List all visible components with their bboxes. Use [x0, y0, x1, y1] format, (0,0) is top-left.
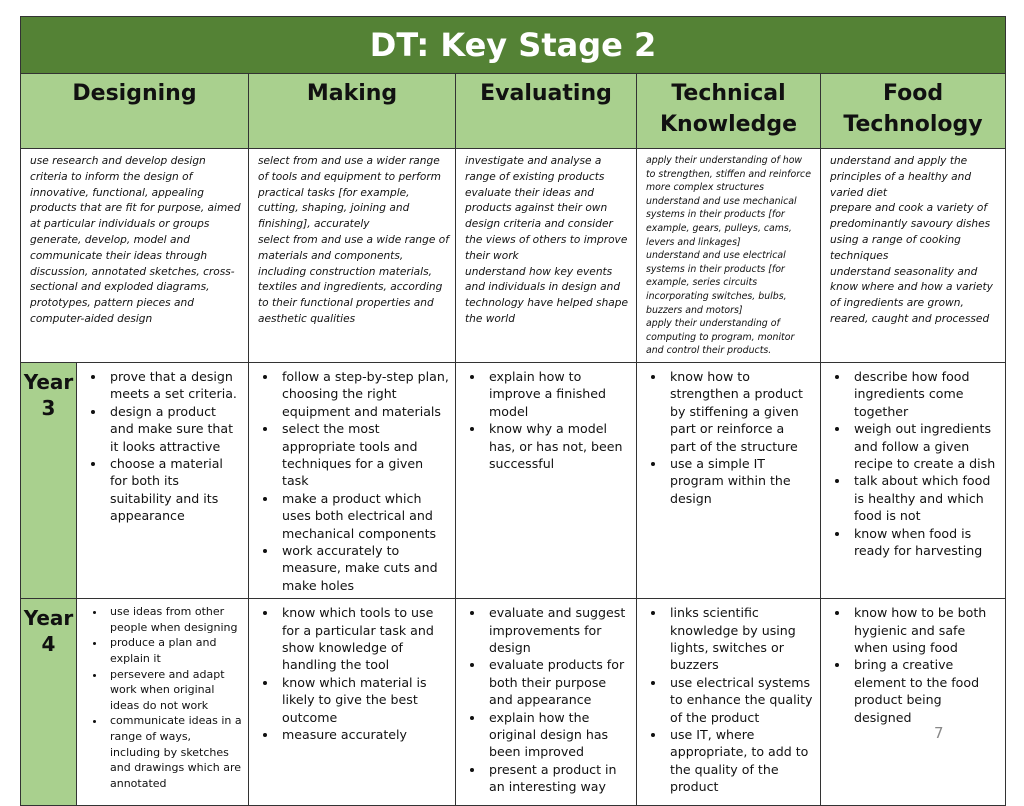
list-item: • choose a material for both its suitability and its appearance: [106, 455, 242, 525]
list-item: • make a product which uses both electrical and mechanical components: [278, 490, 449, 542]
desc-line: understand how key events and individuals in design and technology have helped shape the world: [465, 265, 629, 325]
desc-designing: [21, 149, 249, 363]
desc-line: use research and develop design criteria to inform the design of innovative, functional, appealing products that are fit for purpose, aimed at particular individuals or groups: [30, 155, 241, 231]
year-4-making: [249, 599, 456, 806]
desc-line: select from and use a wider range of tools and equipment to perform practical tasks [for example, cutting, shaping, joining and finishing], accurately: [258, 155, 442, 231]
desc-line: generate, develop, model and communicate their ideas through discussion, annotated sketches, cross-sectional and exploded diagrams, prototypes, pattern pieces and computer-aided design: [30, 233, 235, 325]
year-3-evaluating: [456, 362, 637, 598]
list-item: • design a product and make sure that it looks attractive: [106, 403, 242, 455]
column-header-making: Making: [249, 74, 456, 149]
list-item: • describe how food ingredients come together: [850, 368, 999, 420]
year-4-designing: [77, 599, 249, 806]
year-3-technical-knowledge: [637, 362, 821, 598]
desc-line: understand and use electrical systems in their products [for example, series circuits incorporating switches, bulbs, buzzers and motors]: [646, 250, 787, 316]
list-item: • work accurately to measure, make cuts and make holes: [278, 542, 449, 594]
desc-line: prepare and cook a variety of predominantly savoury dishes using a range of cooking techniques: [830, 202, 991, 262]
desc-line: apply their understanding of how to strengthen, stiffen and reinforce more complex structures: [646, 155, 811, 194]
key-stage-table: [20, 16, 1006, 806]
desc-technical-knowledge: [637, 149, 821, 363]
list-item: • links scientific knowledge by using lights, switches or buzzers: [666, 604, 814, 674]
list-item: • use electrical systems to enhance the quality of the product: [666, 674, 814, 726]
desc-line: investigate and analyse a range of existing products: [465, 155, 605, 183]
desc-making: [249, 149, 456, 363]
desc-line: select from and use a wide range of materials and components, including construction materials, textiles and ingredients, according to their functional properties and aesthetic qualities: [258, 233, 449, 325]
column-header-designing: Designing: [21, 74, 249, 149]
list-item: • present a product in an interesting way: [485, 761, 630, 796]
desc-line: understand and apply the principles of a healthy and varied diet: [830, 155, 972, 199]
list-item: • know how to strengthen a product by stiffening a given part or reinforce a part of the structure: [666, 368, 814, 455]
column-header-technical-knowledge: Technical Knowledge: [637, 74, 821, 149]
list-item: • evaluate products for both their purpose and appearance: [485, 656, 630, 708]
list-item: • select the most appropriate tools and techniques for a given task: [278, 420, 449, 490]
year-3-label: Year 3: [21, 362, 77, 598]
list-item: • use IT, where appropriate, to add to the quality of the product: [666, 726, 814, 796]
year-4-label: Year 4: [21, 599, 77, 806]
year-4-evaluating: [456, 599, 637, 806]
desc-food-technology: [821, 149, 1006, 363]
list-item: • know why a model has, or has not, been successful: [485, 420, 630, 472]
list-item: • weigh out ingredients and follow a given recipe to create a dish: [850, 420, 999, 472]
list-item: • produce a plan and explain it: [106, 635, 242, 666]
year-3-making: [249, 362, 456, 598]
column-header-evaluating: Evaluating: [456, 74, 637, 149]
year-4-technical-knowledge: [637, 599, 821, 806]
column-header-food-technology: Food Technology: [821, 74, 1006, 149]
list-item: • use a simple IT program within the design: [666, 455, 814, 507]
list-item: • know when food is ready for harvesting: [850, 525, 999, 560]
list-item: • know which material is likely to give the best outcome: [278, 674, 449, 726]
list-item: • measure accurately: [278, 726, 449, 743]
year-4-row: [21, 599, 1006, 806]
list-item: • persevere and adapt work when original ideas do not work: [106, 667, 242, 714]
year-3-food-technology: [821, 362, 1006, 598]
list-item: • follow a step-by-step plan, choosing the right equipment and materials: [278, 368, 449, 420]
list-item: • explain how the original design has been improved: [485, 709, 630, 761]
list-item: • communicate ideas in a range of ways, including by sketches and drawings which are annotated: [106, 713, 242, 791]
list-item: • evaluate and suggest improvements for design: [485, 604, 630, 656]
page-number: 7: [934, 724, 944, 742]
page-title: DT: Key Stage 2: [21, 17, 1006, 74]
list-item: • bring a creative element to the food product being designed: [850, 656, 999, 726]
year-3-row: [21, 362, 1006, 598]
list-item: • use ideas from other people when designing: [106, 604, 242, 635]
year-4-food-technology: [821, 599, 1006, 806]
list-item: • talk about which food is healthy and which food is not: [850, 472, 999, 524]
list-item: • explain how to improve a finished model: [485, 368, 630, 420]
list-item: • know which tools to use for a particular task and show knowledge of handling the tool: [278, 604, 449, 674]
desc-line: evaluate their ideas and products against their own design criteria and consider the views of others to improve their work: [465, 186, 628, 262]
desc-evaluating: [456, 149, 637, 363]
list-item: • prove that a design meets a set criteria.: [106, 368, 242, 403]
desc-line: apply their understanding of computing to program, monitor and control their products.: [646, 318, 795, 357]
desc-line: understand and use mechanical systems in their products [for example, gears, pulleys, cams, levers and linkages]: [646, 195, 797, 248]
year-3-designing: [77, 362, 249, 598]
list-item: • know how to be both hygienic and safe when using food: [850, 604, 999, 656]
desc-line: understand seasonality and know where and how a variety of ingredients are grown, reared, caught and processed: [830, 265, 993, 325]
